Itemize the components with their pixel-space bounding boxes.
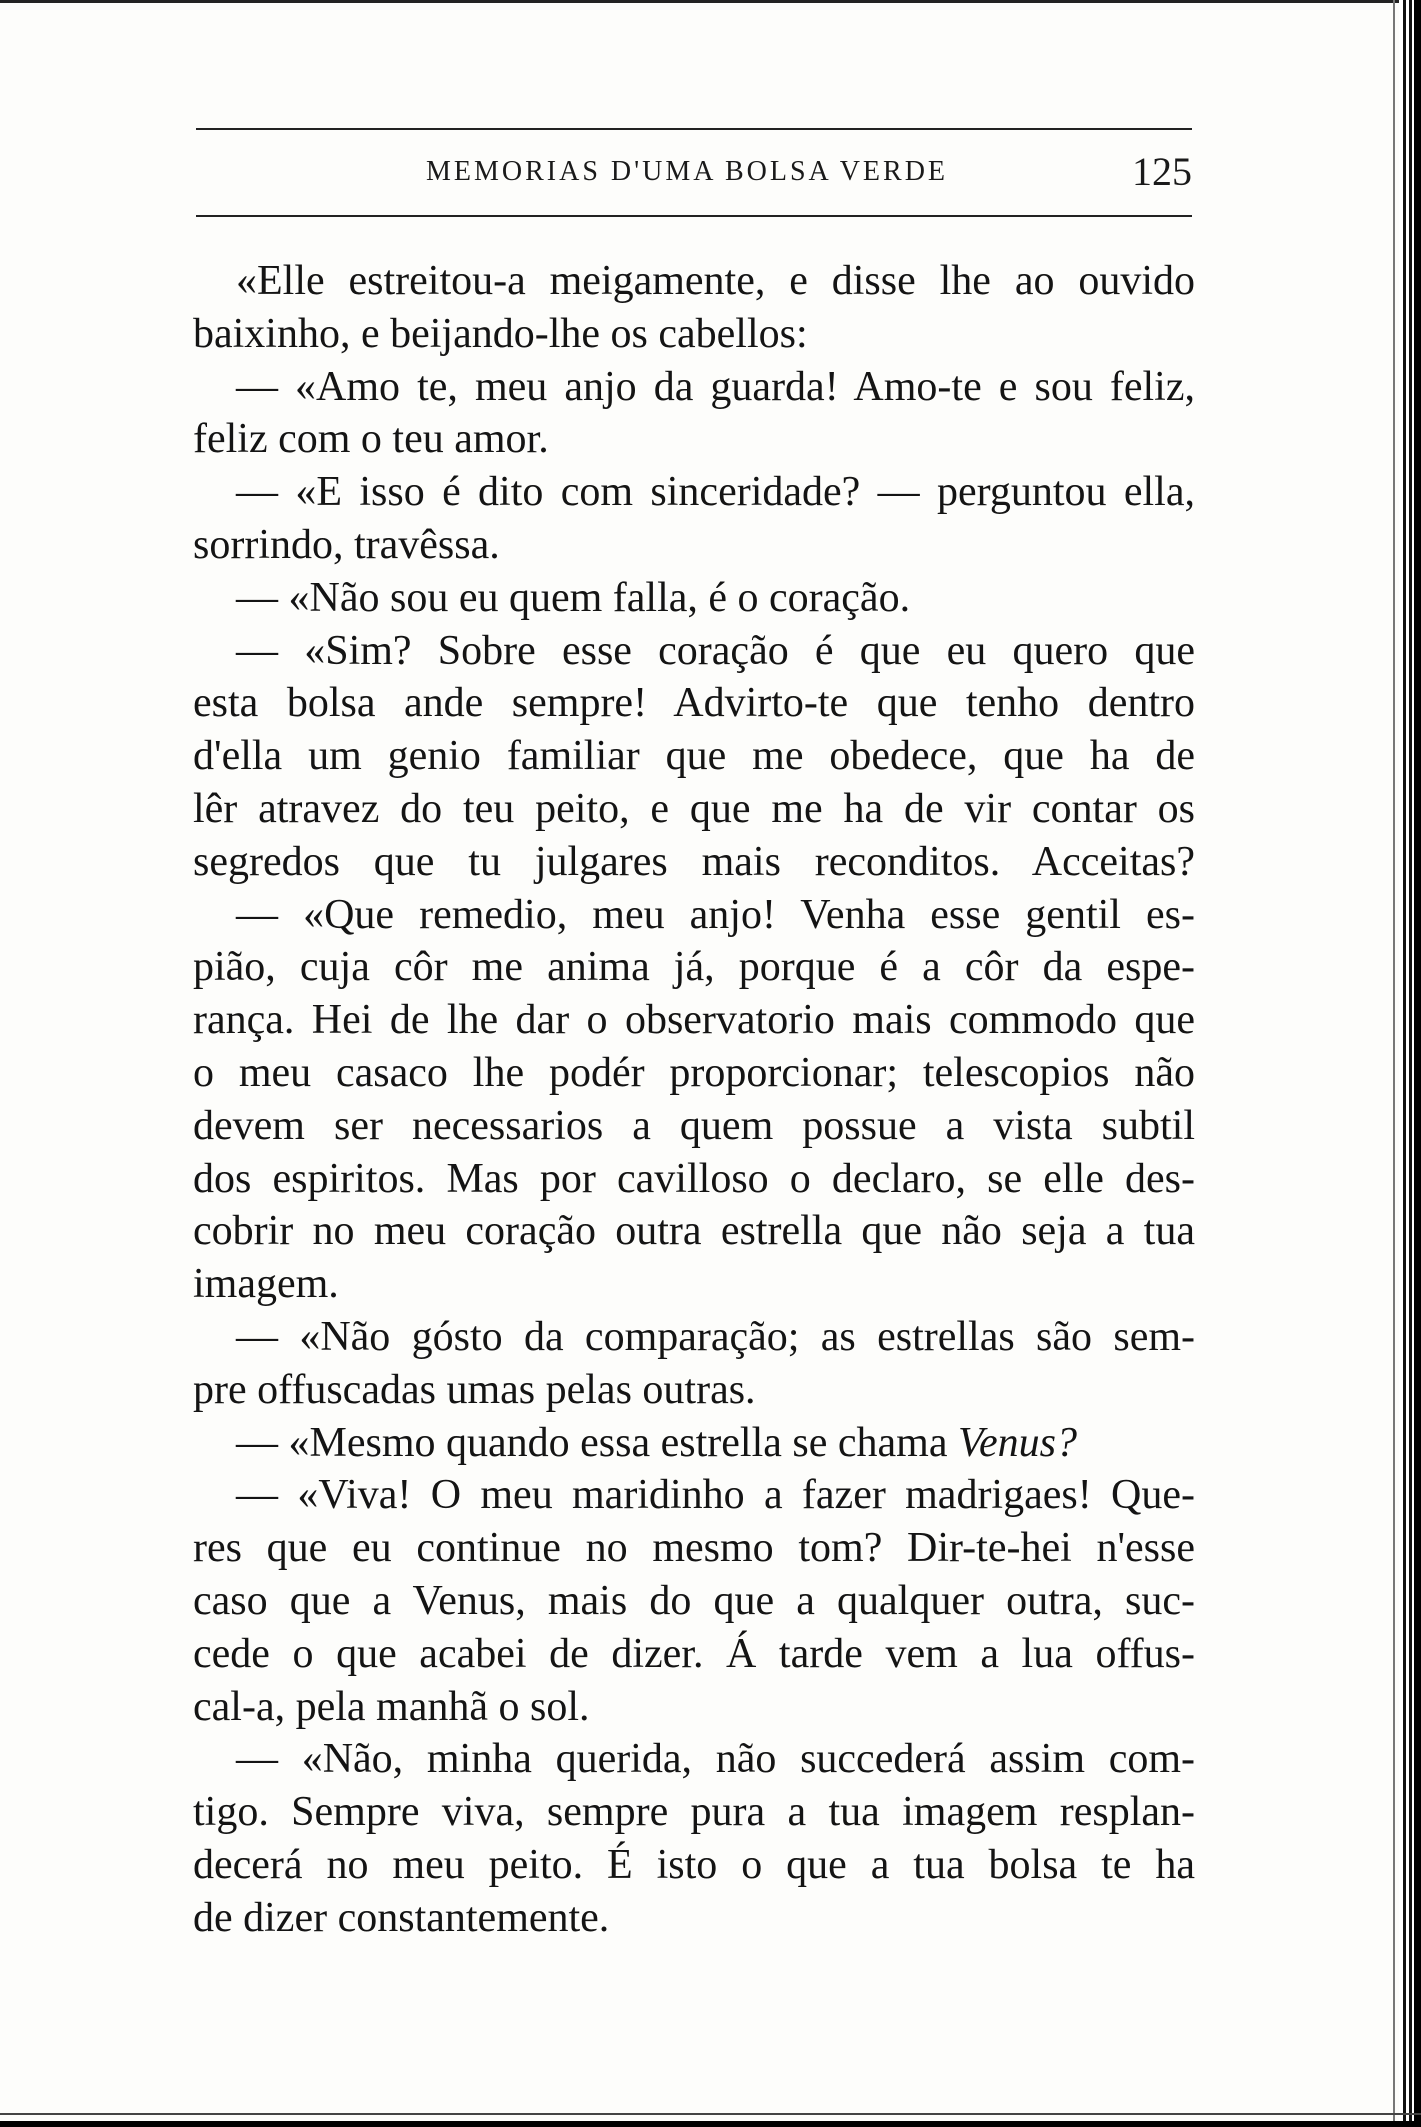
text-line: — «E isso é dito com sinceridade? — perguntou ella,: [236, 469, 1195, 516]
text-line: cede o que acabei de dizer. Á tarde vem a lua offus-: [193, 1630, 1195, 1677]
text-line: dos espiritos. Mas por cavilloso o declaro, se elle des-: [193, 1155, 1195, 1202]
header-bottom-rule: [196, 215, 1192, 217]
text-line-start: — «Mesmo quando essa estrella se chama: [236, 1419, 948, 1466]
text-line: pião, cuja côr me anima já, porque é a côr da espe-: [193, 944, 1195, 991]
text-line: caso que a Venus, mais do que a qualquer outra, suc-: [193, 1577, 1195, 1624]
text-line: «Elle estreitou-a meigamente, e disse lhe ao ouvido: [236, 258, 1195, 304]
text-line: cobrir no meu coração outra estrella que não seja a tua: [193, 1208, 1195, 1255]
text-line: de dizer constantemente.: [193, 1894, 610, 1941]
text-line: — «Não gósto da comparação; as estrellas são sem-: [236, 1313, 1195, 1360]
page-top-edge: [0, 0, 1421, 3]
text-line: o meu casaco lhe podér proporcionar; telescopios não: [193, 1049, 1195, 1096]
binding-edge: [1399, 0, 1421, 2127]
text-line: — «Não sou eu quem falla, é o coração.: [236, 574, 911, 621]
text-line: decerá no meu peito. É isto o que a tua bolsa te ha: [193, 1841, 1195, 1888]
text-line: — «Viva! O meu maridinho a fazer madrigaes! Que-: [236, 1472, 1195, 1519]
text-line: d'ella um genio familiar que me obedece, que ha de: [193, 733, 1195, 780]
bottom-edge-line: [0, 2113, 1421, 2115]
text-line: — «Que remedio, meu anjo! Venha esse gentil es-: [236, 891, 1195, 938]
text-line: sorrindo, travêssa.: [193, 521, 500, 568]
text-line: imagem.: [193, 1261, 339, 1308]
text-line: baixinho, e beijando-lhe os cabellos:: [193, 310, 808, 357]
text-line: rança. Hei de lhe dar o observatorio mais commodo que: [193, 997, 1195, 1044]
running-title: MEMORIAS D'UMA BOLSA VERDE: [426, 156, 949, 187]
header-top-rule: [196, 128, 1192, 130]
text-line: devem ser necessarios a quem possue a vista subtil: [193, 1102, 1195, 1149]
text-line: esta bolsa ande sempre! Advirto-te que tenho dentro: [193, 680, 1195, 727]
text-line: feliz com o teu amor.: [193, 416, 549, 463]
text-line: — «Sim? Sobre esse coração é que eu quero que: [236, 627, 1195, 674]
binding-shadow: [1393, 0, 1395, 2127]
text-line: [193, 1417, 1195, 1470]
text-line: — «Não, minha querida, não succederá assim com-: [236, 1736, 1195, 1783]
running-head: [196, 148, 1192, 198]
text-line: pre offuscadas umas pelas outras.: [193, 1366, 756, 1413]
page-number: 125: [1132, 149, 1192, 194]
text-line: — «Amo te, meu anjo da guarda! Amo-te e sou feliz,: [236, 363, 1195, 410]
text-line: segredos que tu julgares mais reconditos. Acceitas?: [193, 838, 1195, 885]
body-text: [193, 255, 1195, 1945]
bottom-edge: [0, 2121, 1421, 2127]
text-line: lêr atravez do teu peito, e que me ha de vir contar os: [193, 785, 1195, 832]
text-line: tigo. Sempre viva, sempre pura a tua imagem resplan-: [193, 1789, 1195, 1836]
text-line: cal-a, pela manhã o sol.: [193, 1683, 590, 1730]
italic-word: Venus?: [957, 1419, 1077, 1466]
text-line: res que eu continue no mesmo tom? Dir-te-hei n'esse: [193, 1525, 1195, 1572]
